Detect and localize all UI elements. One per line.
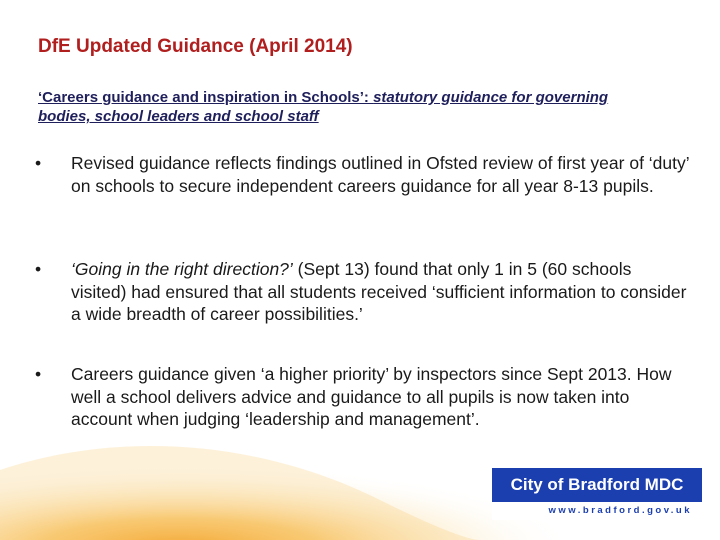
logo-url: www.bradford.gov.uk [492, 502, 702, 520]
bullet-item [35, 258, 690, 326]
subtitle-document-name: ‘Careers guidance and inspiration in Schools’: [38, 89, 374, 106]
subtitle-description: statutory guidance for governing bodies, school leaders and school staff [38, 89, 609, 125]
bullet-text-body: (Sept 13) found that only 1 in 5 (60 schools visited) had ensured that all students received ‘sufficient information to consider a wide breadth of career possibilities.’ [71, 259, 687, 325]
slide-subtitle [38, 88, 658, 126]
bradford-council-logo [492, 468, 702, 520]
bullet-item [35, 152, 690, 197]
slide-title: DfE Updated Guidance (April 2014) [38, 36, 353, 57]
bullet-item [35, 363, 690, 431]
bullet-icon: • [35, 259, 42, 279]
bullet-text [71, 258, 690, 326]
bullet-text: Careers guidance given ‘a higher priority’ by inspectors since Sept 2013. How well a school delivers advice and guidance to all pupils is now taken into account when judging ‘leadership and management’. [71, 364, 672, 430]
bullet-icon: • [35, 153, 42, 173]
report-title-quote: ‘Going in the right direction?’ [71, 259, 293, 279]
bullet-text: Revised guidance reflects findings outlined in Ofsted review of first year of ‘duty’ on schools to secure independent careers guidance for all year 8-13 pupils. [71, 153, 689, 196]
bullet-icon: • [35, 364, 42, 384]
logo-name: City of Bradford MDC [492, 468, 702, 502]
